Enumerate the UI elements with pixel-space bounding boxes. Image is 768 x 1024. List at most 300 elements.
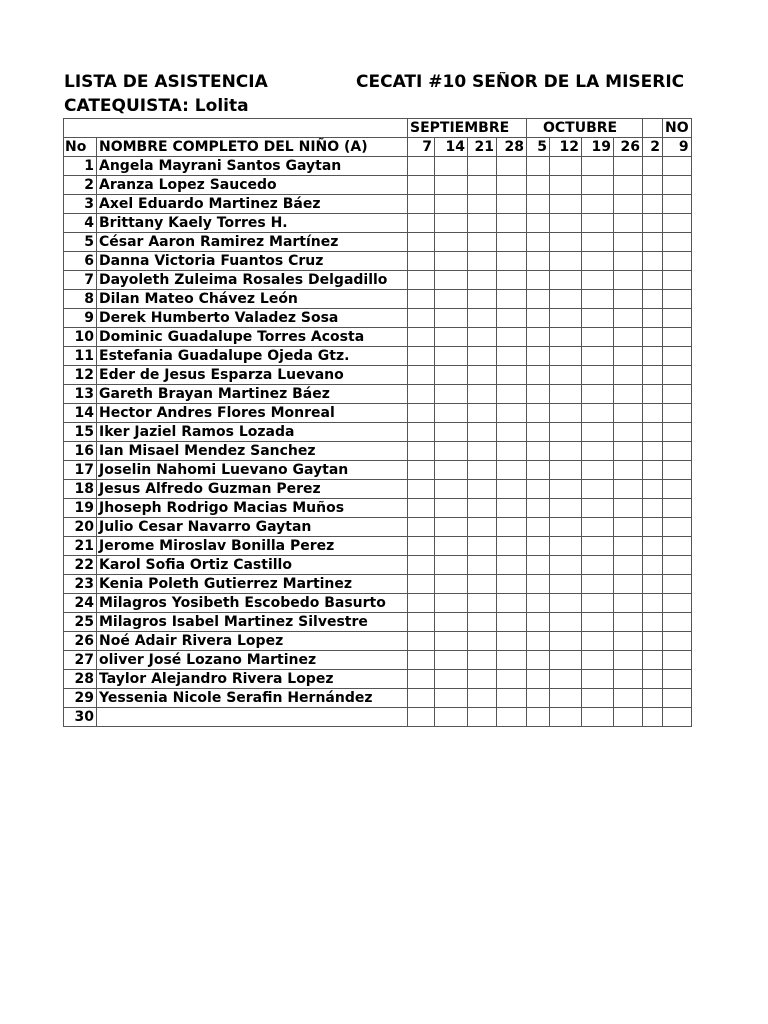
attendance-cell[interactable]	[663, 537, 692, 556]
attendance-cell[interactable]	[527, 328, 550, 347]
attendance-cell[interactable]	[582, 176, 614, 195]
attendance-cell[interactable]	[468, 366, 497, 385]
attendance-cell[interactable]	[582, 689, 614, 708]
attendance-cell[interactable]	[468, 385, 497, 404]
attendance-cell[interactable]	[497, 271, 527, 290]
attendance-cell[interactable]	[550, 214, 582, 233]
attendance-cell[interactable]	[527, 423, 550, 442]
attendance-cell[interactable]	[468, 689, 497, 708]
attendance-cell[interactable]	[550, 575, 582, 594]
attendance-cell[interactable]	[527, 195, 550, 214]
attendance-cell[interactable]	[527, 366, 550, 385]
attendance-cell[interactable]	[408, 442, 435, 461]
attendance-cell[interactable]	[582, 214, 614, 233]
attendance-cell[interactable]	[582, 157, 614, 176]
attendance-cell[interactable]	[614, 499, 643, 518]
attendance-cell[interactable]	[435, 252, 468, 271]
attendance-cell[interactable]	[582, 670, 614, 689]
attendance-cell[interactable]	[614, 176, 643, 195]
attendance-cell[interactable]	[435, 271, 468, 290]
attendance-cell[interactable]	[663, 442, 692, 461]
attendance-cell[interactable]	[497, 499, 527, 518]
attendance-cell[interactable]	[582, 195, 614, 214]
attendance-cell[interactable]	[435, 157, 468, 176]
attendance-cell[interactable]	[550, 518, 582, 537]
attendance-cell[interactable]	[408, 328, 435, 347]
attendance-cell[interactable]	[663, 309, 692, 328]
attendance-cell[interactable]	[468, 651, 497, 670]
attendance-cell[interactable]	[582, 613, 614, 632]
attendance-cell[interactable]	[663, 594, 692, 613]
attendance-cell[interactable]	[614, 442, 643, 461]
attendance-cell[interactable]	[497, 613, 527, 632]
attendance-cell[interactable]	[435, 537, 468, 556]
attendance-cell[interactable]	[614, 632, 643, 651]
attendance-cell[interactable]	[468, 461, 497, 480]
attendance-cell[interactable]	[408, 518, 435, 537]
attendance-cell[interactable]	[468, 271, 497, 290]
attendance-cell[interactable]	[527, 233, 550, 252]
attendance-cell[interactable]	[497, 404, 527, 423]
attendance-cell[interactable]	[408, 195, 435, 214]
attendance-cell[interactable]	[497, 632, 527, 651]
attendance-cell[interactable]	[663, 328, 692, 347]
attendance-cell[interactable]	[497, 461, 527, 480]
attendance-cell[interactable]	[408, 271, 435, 290]
attendance-cell[interactable]	[550, 271, 582, 290]
attendance-cell[interactable]	[527, 708, 550, 727]
attendance-cell[interactable]	[663, 575, 692, 594]
attendance-cell[interactable]	[663, 461, 692, 480]
attendance-cell[interactable]	[643, 518, 663, 537]
attendance-cell[interactable]	[614, 271, 643, 290]
attendance-cell[interactable]	[663, 233, 692, 252]
attendance-cell[interactable]	[468, 195, 497, 214]
attendance-cell[interactable]	[663, 214, 692, 233]
attendance-cell[interactable]	[663, 404, 692, 423]
attendance-cell[interactable]	[614, 518, 643, 537]
attendance-cell[interactable]	[614, 423, 643, 442]
attendance-cell[interactable]	[435, 461, 468, 480]
attendance-cell[interactable]	[435, 309, 468, 328]
attendance-cell[interactable]	[614, 594, 643, 613]
attendance-cell[interactable]	[643, 233, 663, 252]
attendance-cell[interactable]	[550, 461, 582, 480]
attendance-cell[interactable]	[643, 157, 663, 176]
attendance-cell[interactable]	[408, 632, 435, 651]
attendance-cell[interactable]	[527, 309, 550, 328]
attendance-cell[interactable]	[435, 518, 468, 537]
attendance-cell[interactable]	[435, 290, 468, 309]
attendance-cell[interactable]	[435, 214, 468, 233]
attendance-cell[interactable]	[643, 689, 663, 708]
attendance-cell[interactable]	[582, 347, 614, 366]
attendance-cell[interactable]	[497, 442, 527, 461]
attendance-cell[interactable]	[550, 157, 582, 176]
attendance-cell[interactable]	[582, 290, 614, 309]
attendance-cell[interactable]	[497, 480, 527, 499]
attendance-cell[interactable]	[643, 176, 663, 195]
attendance-cell[interactable]	[614, 214, 643, 233]
attendance-cell[interactable]	[527, 404, 550, 423]
attendance-cell[interactable]	[614, 233, 643, 252]
attendance-cell[interactable]	[643, 613, 663, 632]
attendance-cell[interactable]	[527, 480, 550, 499]
attendance-cell[interactable]	[497, 366, 527, 385]
attendance-cell[interactable]	[582, 556, 614, 575]
attendance-cell[interactable]	[435, 233, 468, 252]
attendance-cell[interactable]	[582, 518, 614, 537]
attendance-cell[interactable]	[435, 613, 468, 632]
attendance-cell[interactable]	[582, 271, 614, 290]
attendance-cell[interactable]	[663, 347, 692, 366]
attendance-cell[interactable]	[663, 651, 692, 670]
attendance-cell[interactable]	[582, 651, 614, 670]
attendance-cell[interactable]	[497, 518, 527, 537]
attendance-cell[interactable]	[435, 195, 468, 214]
attendance-cell[interactable]	[408, 404, 435, 423]
attendance-cell[interactable]	[468, 290, 497, 309]
attendance-cell[interactable]	[643, 480, 663, 499]
attendance-cell[interactable]	[550, 499, 582, 518]
attendance-cell[interactable]	[468, 537, 497, 556]
attendance-cell[interactable]	[497, 157, 527, 176]
attendance-cell[interactable]	[408, 480, 435, 499]
attendance-cell[interactable]	[468, 423, 497, 442]
attendance-cell[interactable]	[468, 328, 497, 347]
attendance-cell[interactable]	[643, 708, 663, 727]
attendance-cell[interactable]	[435, 575, 468, 594]
attendance-cell[interactable]	[550, 347, 582, 366]
attendance-cell[interactable]	[643, 195, 663, 214]
attendance-cell[interactable]	[614, 461, 643, 480]
attendance-cell[interactable]	[497, 651, 527, 670]
attendance-cell[interactable]	[435, 423, 468, 442]
attendance-cell[interactable]	[643, 328, 663, 347]
attendance-cell[interactable]	[435, 651, 468, 670]
attendance-cell[interactable]	[550, 233, 582, 252]
attendance-cell[interactable]	[582, 632, 614, 651]
attendance-cell[interactable]	[527, 499, 550, 518]
attendance-cell[interactable]	[643, 632, 663, 651]
attendance-cell[interactable]	[614, 575, 643, 594]
attendance-cell[interactable]	[550, 689, 582, 708]
attendance-cell[interactable]	[497, 290, 527, 309]
attendance-cell[interactable]	[550, 442, 582, 461]
attendance-cell[interactable]	[582, 252, 614, 271]
attendance-cell[interactable]	[497, 309, 527, 328]
attendance-cell[interactable]	[435, 480, 468, 499]
attendance-cell[interactable]	[550, 252, 582, 271]
attendance-cell[interactable]	[408, 499, 435, 518]
attendance-cell[interactable]	[550, 195, 582, 214]
attendance-cell[interactable]	[527, 556, 550, 575]
attendance-cell[interactable]	[663, 670, 692, 689]
attendance-cell[interactable]	[582, 366, 614, 385]
attendance-cell[interactable]	[435, 556, 468, 575]
attendance-cell[interactable]	[582, 309, 614, 328]
attendance-cell[interactable]	[468, 708, 497, 727]
attendance-cell[interactable]	[408, 233, 435, 252]
attendance-cell[interactable]	[468, 442, 497, 461]
attendance-cell[interactable]	[408, 613, 435, 632]
attendance-cell[interactable]	[527, 290, 550, 309]
attendance-cell[interactable]	[582, 423, 614, 442]
attendance-cell[interactable]	[550, 651, 582, 670]
attendance-cell[interactable]	[527, 157, 550, 176]
attendance-cell[interactable]	[497, 708, 527, 727]
attendance-cell[interactable]	[614, 252, 643, 271]
attendance-cell[interactable]	[468, 575, 497, 594]
attendance-cell[interactable]	[468, 214, 497, 233]
attendance-cell[interactable]	[550, 328, 582, 347]
attendance-cell[interactable]	[408, 556, 435, 575]
attendance-cell[interactable]	[614, 157, 643, 176]
attendance-cell[interactable]	[614, 195, 643, 214]
attendance-cell[interactable]	[663, 176, 692, 195]
attendance-cell[interactable]	[643, 442, 663, 461]
attendance-cell[interactable]	[468, 233, 497, 252]
attendance-cell[interactable]	[408, 290, 435, 309]
attendance-cell[interactable]	[468, 404, 497, 423]
attendance-cell[interactable]	[643, 575, 663, 594]
attendance-cell[interactable]	[663, 366, 692, 385]
attendance-cell[interactable]	[527, 518, 550, 537]
attendance-cell[interactable]	[550, 613, 582, 632]
attendance-cell[interactable]	[435, 594, 468, 613]
attendance-cell[interactable]	[408, 461, 435, 480]
attendance-cell[interactable]	[614, 651, 643, 670]
attendance-cell[interactable]	[663, 613, 692, 632]
attendance-cell[interactable]	[614, 404, 643, 423]
attendance-cell[interactable]	[408, 252, 435, 271]
attendance-cell[interactable]	[408, 214, 435, 233]
attendance-cell[interactable]	[497, 176, 527, 195]
attendance-cell[interactable]	[582, 480, 614, 499]
attendance-cell[interactable]	[435, 632, 468, 651]
attendance-cell[interactable]	[468, 518, 497, 537]
attendance-cell[interactable]	[527, 176, 550, 195]
attendance-cell[interactable]	[643, 404, 663, 423]
attendance-cell[interactable]	[497, 537, 527, 556]
attendance-cell[interactable]	[614, 366, 643, 385]
attendance-cell[interactable]	[582, 442, 614, 461]
attendance-cell[interactable]	[527, 537, 550, 556]
attendance-cell[interactable]	[435, 499, 468, 518]
attendance-cell[interactable]	[435, 689, 468, 708]
attendance-cell[interactable]	[643, 537, 663, 556]
attendance-cell[interactable]	[527, 651, 550, 670]
attendance-cell[interactable]	[550, 423, 582, 442]
attendance-cell[interactable]	[468, 556, 497, 575]
attendance-cell[interactable]	[614, 290, 643, 309]
attendance-cell[interactable]	[582, 328, 614, 347]
attendance-cell[interactable]	[408, 366, 435, 385]
attendance-cell[interactable]	[435, 385, 468, 404]
attendance-cell[interactable]	[582, 594, 614, 613]
attendance-cell[interactable]	[550, 594, 582, 613]
attendance-cell[interactable]	[468, 309, 497, 328]
attendance-cell[interactable]	[527, 575, 550, 594]
attendance-cell[interactable]	[468, 632, 497, 651]
attendance-cell[interactable]	[408, 594, 435, 613]
attendance-cell[interactable]	[614, 480, 643, 499]
attendance-cell[interactable]	[663, 271, 692, 290]
attendance-cell[interactable]	[582, 461, 614, 480]
attendance-cell[interactable]	[643, 499, 663, 518]
attendance-cell[interactable]	[663, 518, 692, 537]
attendance-cell[interactable]	[408, 347, 435, 366]
attendance-cell[interactable]	[527, 252, 550, 271]
attendance-cell[interactable]	[550, 366, 582, 385]
attendance-cell[interactable]	[527, 271, 550, 290]
attendance-cell[interactable]	[497, 670, 527, 689]
attendance-cell[interactable]	[663, 157, 692, 176]
attendance-cell[interactable]	[643, 290, 663, 309]
attendance-cell[interactable]	[582, 575, 614, 594]
attendance-cell[interactable]	[663, 632, 692, 651]
attendance-cell[interactable]	[663, 556, 692, 575]
attendance-cell[interactable]	[408, 670, 435, 689]
attendance-cell[interactable]	[497, 347, 527, 366]
attendance-cell[interactable]	[497, 423, 527, 442]
attendance-cell[interactable]	[663, 290, 692, 309]
attendance-cell[interactable]	[408, 708, 435, 727]
attendance-cell[interactable]	[663, 252, 692, 271]
attendance-cell[interactable]	[550, 556, 582, 575]
attendance-cell[interactable]	[614, 708, 643, 727]
attendance-cell[interactable]	[497, 233, 527, 252]
attendance-cell[interactable]	[435, 670, 468, 689]
attendance-cell[interactable]	[468, 176, 497, 195]
attendance-cell[interactable]	[663, 708, 692, 727]
attendance-cell[interactable]	[408, 176, 435, 195]
attendance-cell[interactable]	[614, 537, 643, 556]
attendance-cell[interactable]	[643, 651, 663, 670]
attendance-cell[interactable]	[614, 556, 643, 575]
attendance-cell[interactable]	[643, 214, 663, 233]
attendance-cell[interactable]	[468, 480, 497, 499]
attendance-cell[interactable]	[497, 385, 527, 404]
attendance-cell[interactable]	[527, 670, 550, 689]
attendance-cell[interactable]	[468, 670, 497, 689]
attendance-cell[interactable]	[550, 480, 582, 499]
attendance-cell[interactable]	[643, 347, 663, 366]
attendance-cell[interactable]	[435, 366, 468, 385]
attendance-cell[interactable]	[497, 594, 527, 613]
attendance-cell[interactable]	[582, 404, 614, 423]
attendance-cell[interactable]	[643, 271, 663, 290]
attendance-cell[interactable]	[643, 385, 663, 404]
attendance-cell[interactable]	[582, 499, 614, 518]
attendance-cell[interactable]	[527, 461, 550, 480]
attendance-cell[interactable]	[408, 575, 435, 594]
attendance-cell[interactable]	[435, 347, 468, 366]
attendance-cell[interactable]	[550, 176, 582, 195]
attendance-cell[interactable]	[643, 670, 663, 689]
attendance-cell[interactable]	[497, 575, 527, 594]
attendance-cell[interactable]	[527, 613, 550, 632]
attendance-cell[interactable]	[614, 670, 643, 689]
attendance-cell[interactable]	[408, 537, 435, 556]
attendance-cell[interactable]	[497, 195, 527, 214]
attendance-cell[interactable]	[550, 708, 582, 727]
attendance-cell[interactable]	[643, 309, 663, 328]
attendance-cell[interactable]	[408, 309, 435, 328]
attendance-cell[interactable]	[527, 689, 550, 708]
attendance-cell[interactable]	[468, 499, 497, 518]
attendance-cell[interactable]	[614, 689, 643, 708]
attendance-cell[interactable]	[643, 594, 663, 613]
attendance-cell[interactable]	[643, 556, 663, 575]
attendance-cell[interactable]	[582, 233, 614, 252]
attendance-cell[interactable]	[435, 708, 468, 727]
attendance-cell[interactable]	[497, 252, 527, 271]
attendance-cell[interactable]	[643, 423, 663, 442]
attendance-cell[interactable]	[643, 366, 663, 385]
attendance-cell[interactable]	[550, 670, 582, 689]
attendance-cell[interactable]	[614, 385, 643, 404]
attendance-cell[interactable]	[582, 537, 614, 556]
attendance-cell[interactable]	[527, 347, 550, 366]
attendance-cell[interactable]	[527, 442, 550, 461]
attendance-cell[interactable]	[497, 556, 527, 575]
attendance-cell[interactable]	[614, 347, 643, 366]
attendance-cell[interactable]	[663, 689, 692, 708]
attendance-cell[interactable]	[550, 290, 582, 309]
attendance-cell[interactable]	[614, 328, 643, 347]
attendance-cell[interactable]	[663, 480, 692, 499]
attendance-cell[interactable]	[614, 309, 643, 328]
attendance-cell[interactable]	[468, 252, 497, 271]
attendance-cell[interactable]	[582, 385, 614, 404]
attendance-cell[interactable]	[497, 689, 527, 708]
attendance-cell[interactable]	[435, 328, 468, 347]
attendance-cell[interactable]	[468, 157, 497, 176]
attendance-cell[interactable]	[408, 689, 435, 708]
attendance-cell[interactable]	[614, 613, 643, 632]
attendance-cell[interactable]	[497, 214, 527, 233]
attendance-cell[interactable]	[408, 423, 435, 442]
attendance-cell[interactable]	[527, 594, 550, 613]
attendance-cell[interactable]	[408, 157, 435, 176]
attendance-cell[interactable]	[550, 385, 582, 404]
attendance-cell[interactable]	[550, 404, 582, 423]
attendance-cell[interactable]	[527, 385, 550, 404]
attendance-cell[interactable]	[550, 632, 582, 651]
attendance-cell[interactable]	[408, 651, 435, 670]
attendance-cell[interactable]	[527, 214, 550, 233]
attendance-cell[interactable]	[408, 385, 435, 404]
attendance-cell[interactable]	[663, 499, 692, 518]
attendance-cell[interactable]	[435, 404, 468, 423]
attendance-cell[interactable]	[550, 309, 582, 328]
attendance-cell[interactable]	[550, 537, 582, 556]
attendance-cell[interactable]	[663, 423, 692, 442]
attendance-cell[interactable]	[468, 613, 497, 632]
attendance-cell[interactable]	[435, 442, 468, 461]
attendance-cell[interactable]	[468, 594, 497, 613]
attendance-cell[interactable]	[527, 632, 550, 651]
attendance-cell[interactable]	[643, 461, 663, 480]
attendance-cell[interactable]	[663, 195, 692, 214]
attendance-cell[interactable]	[497, 328, 527, 347]
attendance-cell[interactable]	[643, 252, 663, 271]
attendance-cell[interactable]	[435, 176, 468, 195]
attendance-cell[interactable]	[468, 347, 497, 366]
attendance-cell[interactable]	[582, 708, 614, 727]
attendance-cell[interactable]	[663, 385, 692, 404]
